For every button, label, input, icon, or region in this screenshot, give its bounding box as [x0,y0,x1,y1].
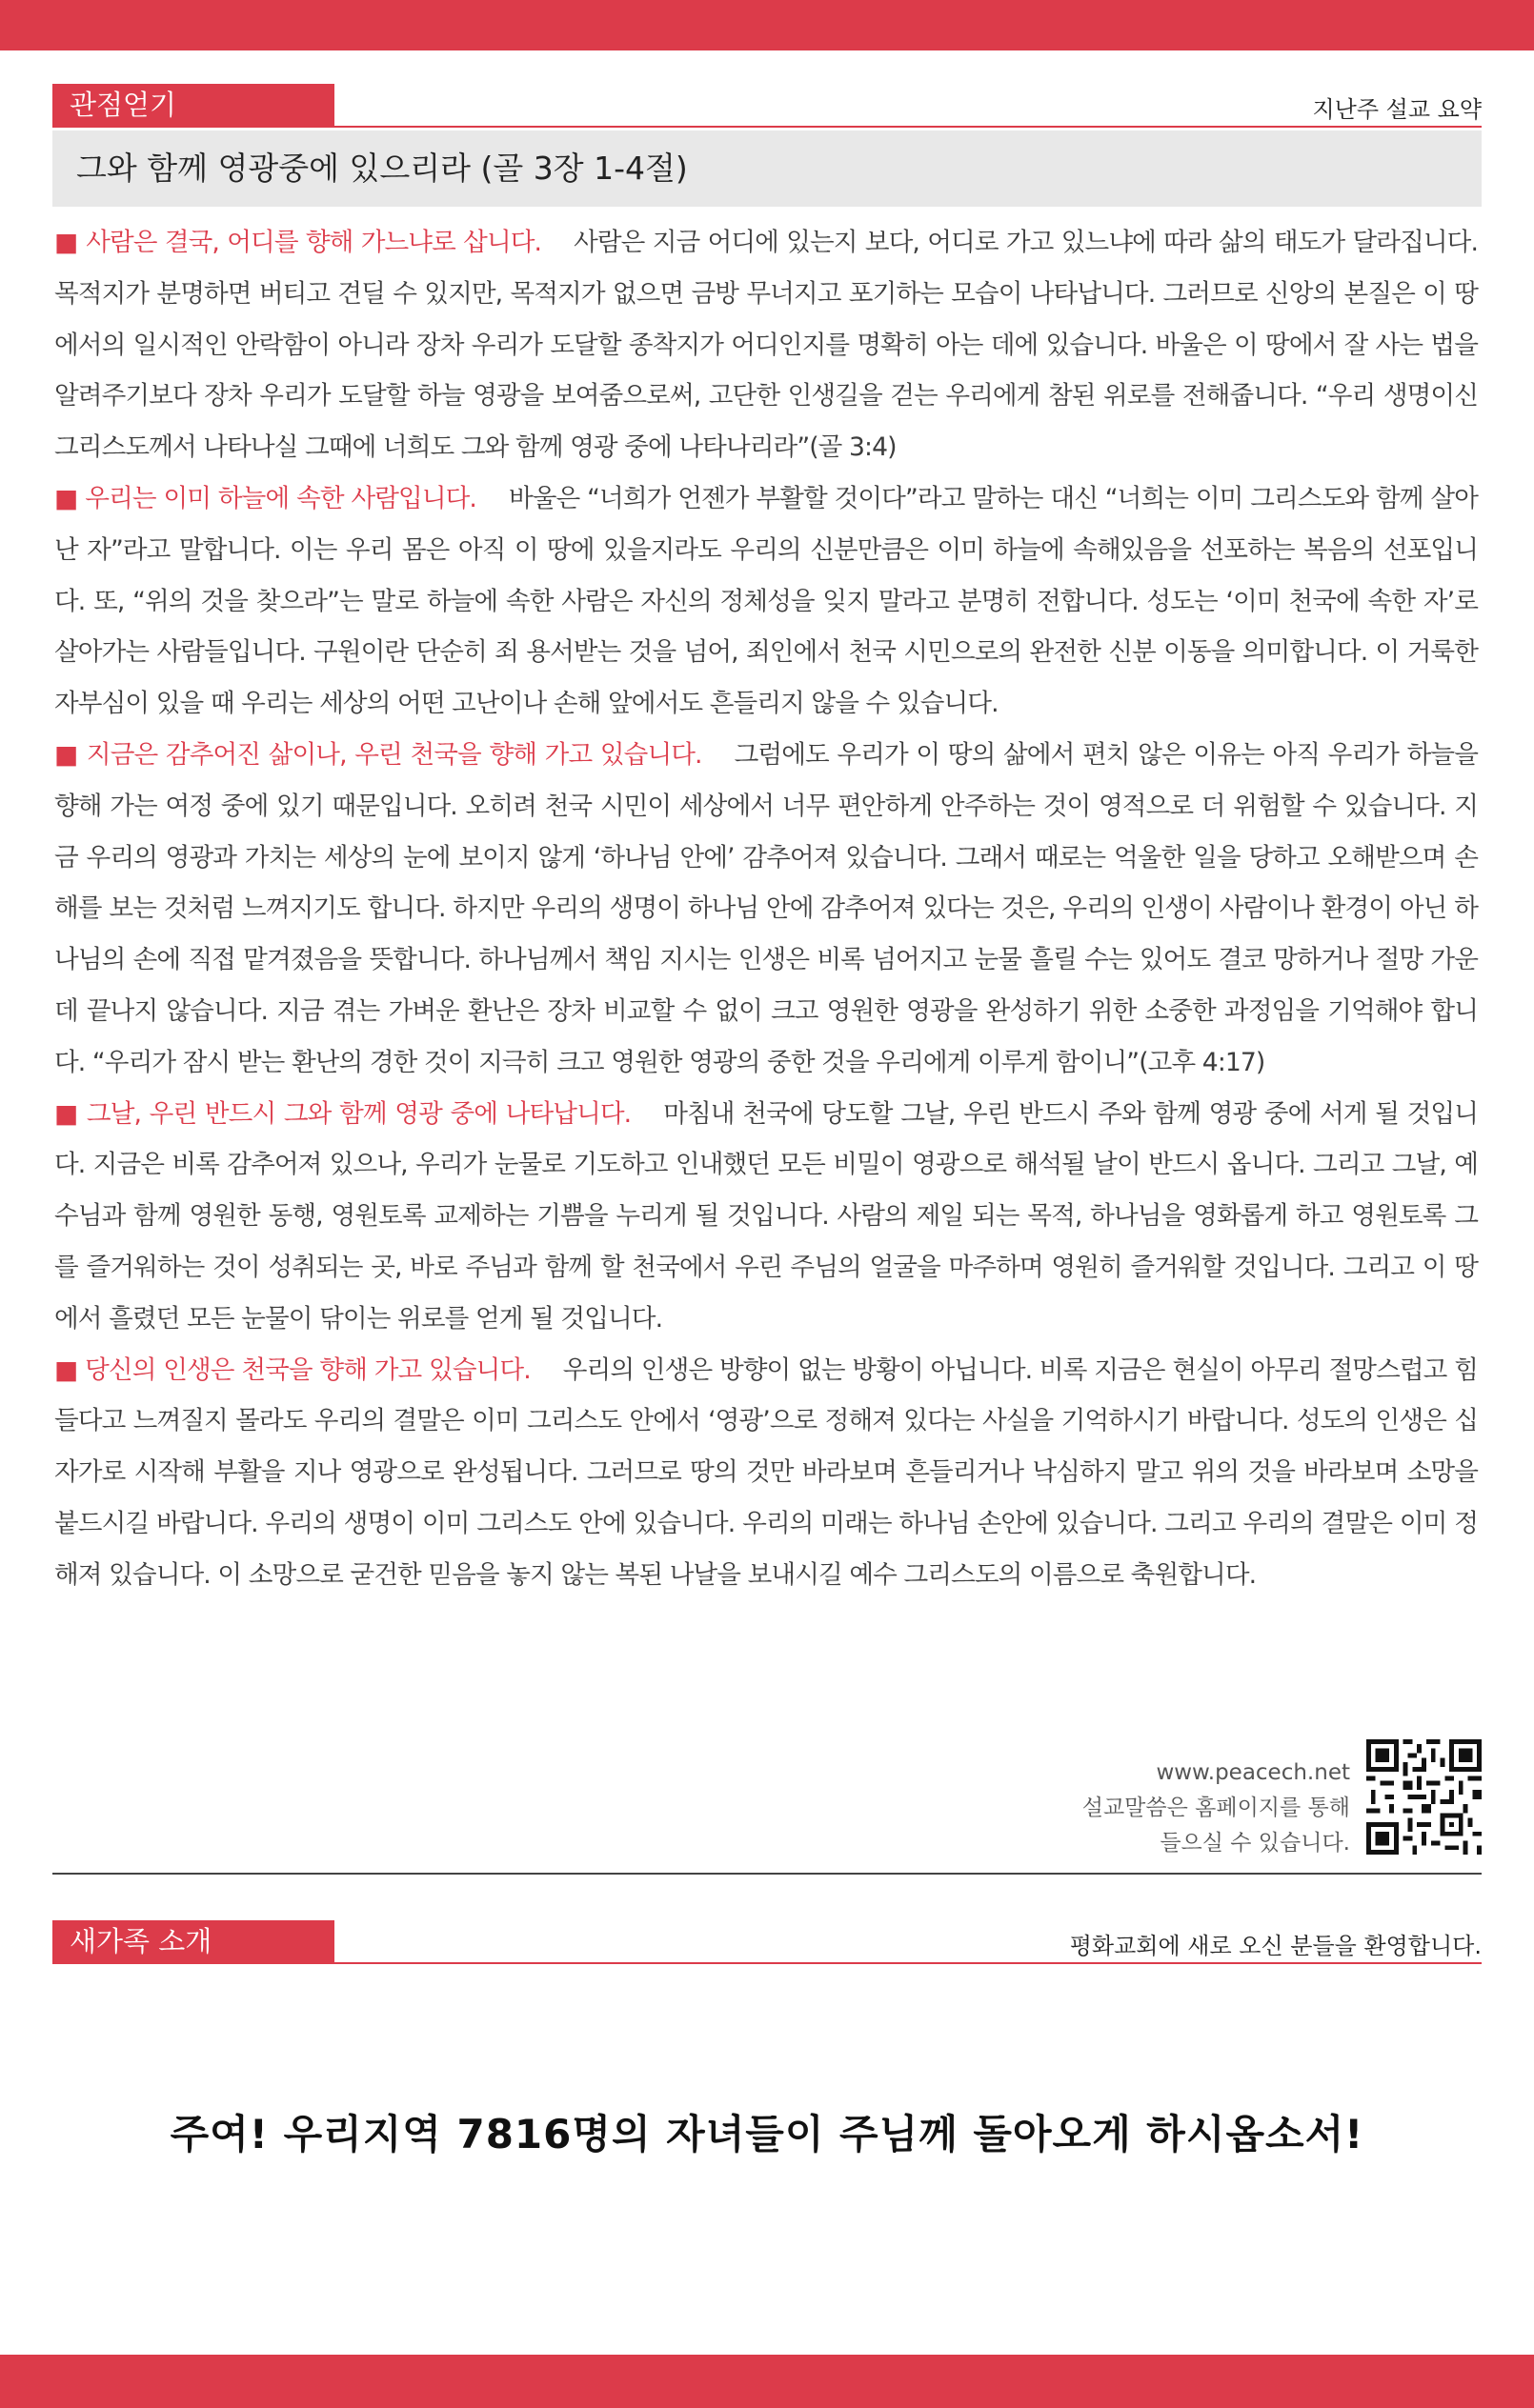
paragraph-heading: ■ 당신의 인생은 천국을 향해 가고 있습니다. [54,1354,531,1385]
summary-paragraph [54,473,1478,730]
summary-paragraph [54,1089,1478,1345]
paragraph-heading: ■ 우리는 이미 하늘에 속한 사람입니다. [54,483,476,513]
paragraph-body: 바울은 “너희가 언젠가 부활할 것이다”라고 말하는 대신 “너희는 이미 그리스도와 함께 살아난 자”라고 말합니다. 이는 우리 몸은 아직 이 땅에 있을지라도 우리의 신분만큼은 이미 하늘에 속해있음을 선포하는 복음의 선포입니다. 또, “위의 것을 찾으라”는 말로 하늘에 속한 사람은 자신의 정체성을 잊지 말라고 분명히 전합니다. 성도는 ‘이미 천국에 속한 자’로 살아가는 사람들입니다. 구원이란 단순히 죄 용서받는 것을 넘어, 죄인에서 천국 시민으로의 완전한 신분 이동을 의미합니다. 이 거룩한 자부심이 있을 때 우리는 세상의 어떤 고난이나 손해 앞에서도 흔들리지 않을 수 있습니다. [54,483,1478,719]
sermon-title: 그와 함께 영광중에 있으리라 (골 3장 1-4절) [76,150,688,187]
summary-paragraph [54,217,1478,473]
paragraph-heading: ■ 그날, 우린 반드시 그와 함께 영광 중에 나타납니다. [54,1098,632,1129]
paragraph-body: 우리의 인생은 방향이 없는 방황이 아닙니다. 비록 지금은 현실이 아무리 절망스럽고 힘들다고 느껴질지 몰라도 우리의 결말은 이미 그리스도 안에서 ‘영광’으로 정해져 있다는 사실을 기억하시기 바랍니다. 성도의 인생은 십자가로 시작해 부활을 지나 영광으로 완성됩니다. 그러므로 땅의 것만 바라보며 흔들리거나 낙심하지 말고 위의 것을 바라보며 소망을 붙드시길 바랍니다. 우리의 생명이 이미 그리스도 안에 있습니다. 우리의 미래는 하나님 손안에 있습니다. 그리고 우리의 결말은 이미 정해져 있습니다. 이 소망으로 굳건한 믿음을 놓지 않는 복된 나날을 보내시길 예수 그리스도의 이름으로 축원합니다. [54,1354,1478,1590]
section-right-label: 지난주 설교 요약 [1312,96,1482,123]
section-header-perspective [52,84,1482,128]
paragraph-body: 사람은 지금 어디에 있는지 보다, 어디로 가고 있느냐에 따라 삶의 태도가 달라집니다. 목적지가 분명하면 버티고 견딜 수 있지만, 목적지가 없으면 금방 무너지고 포기하는 모습이 나타납니다. 그러므로 신앙의 본질은 이 땅에서의 일시적인 안락함이 아니라 장차 우리가 도달할 종착지가 어디인지를 명확히 아는 데에 있습니다. 바울은 이 땅에서 잘 사는 법을 알려주기보다 장차 우리가 도달할 하늘 영광을 보여줌으로써, 고단한 인생길을 걷는 우리에게 참된 위로를 전해줍니다. “우리 생명이신 그리스도께서 나타나실 그때에 너희도 그와 함께 영광 중에 나타나리라”(골 3:4) [54,228,1478,463]
paragraph-heading: ■ 사람은 결국, 어디를 향해 가느냐로 삽니다. [54,228,542,257]
section-tag: 관점얻기 [52,84,334,126]
homepage-note-line2: 들으실 수 있습니다. [1160,1831,1350,1856]
prayer-slogan: 주여! 우리지역 7816명의 자녀들이 주님께 돌아오게 하시옵소서! [170,2111,1364,2157]
summary-paragraph [54,730,1478,1089]
homepage-note [1082,1756,1350,1861]
homepage-url[interactable]: www.peacech.net [1156,1760,1350,1785]
section-right-label: 평화교회에 새로 오신 분들을 환영합니다. [1069,1933,1482,1959]
sermon-summary [54,217,1478,1601]
paragraph-body: 마침내 천국에 당도할 그날, 우린 반드시 주와 함께 영광 중에 서게 될 것입니다. 지금은 비록 감추어져 있으나, 우리가 눈물로 기도하고 인내했던 모든 비밀이 영광으로 해석될 날이 반드시 옵니다. 그리고 그날, 예수님과 함께 영원한 동행, 영원토록 교제하는 기쁨을 누리게 될 것입니다. 사람의 제일 되는 목적, 하나님을 영화롭게 하고 영원토록 그를 즐거워하는 것이 성취되는 곳, 바로 주님과 함께 할 천국에서 우린 주님의 얼굴을 마주하며 영원히 즐거워할 것입니다. 그리고 이 땅에서 흘렸던 모든 눈물이 닦이는 위로를 얻게 될 것입니다. [54,1098,1478,1334]
section-tag: 새가족 소개 [52,1920,334,1962]
paragraph-body: 그럼에도 우리가 이 땅의 삶에서 편치 않은 이유는 아직 우리가 하늘을 향해 가는 여정 중에 있기 때문입니다. 오히려 천국 시민이 세상에서 너무 편안하게 안주하는 것이 영적으로 더 위험할 수 있습니다. 지금 우리의 영광과 가치는 세상의 눈에 보이지 않게 ‘하나님 안에’ 감추어져 있습니다. 그래서 때로는 억울한 일을 당하고 오해받으며 손해를 보는 것처럼 느껴지기도 합니다. 하지만 우리의 생명이 하나님 안에 감추어져 있다는 것은, 우리의 인생이 사람이나 환경이 아닌 하나님의 손에 직접 맡겨졌음을 뜻합니다. 하나님께서 책임 지시는 인생은 비록 넘어지고 눈물 흘릴 수는 있어도 결코 망하거나 절망 가운데 끝나지 않습니다. 지금 겪는 가벼운 환난은 장차 비교할 수 없이 크고 영원한 영광을 완성하기 위한 소중한 과정임을 기억해야 합니다. “우리가 잠시 받는 환난의 경한 것이 지극히 크고 영원한 영광의 중한 것을 우리에게 이루게 함이니”(고후 4:17) [54,739,1479,1077]
bottom-color-band [0,2355,1534,2408]
homepage-note-line1: 설교말씀은 홈페이지를 통해 [1081,1796,1350,1820]
paragraph-heading: ■ 지금은 감추어진 삶이나, 우린 천국을 향해 가고 있습니다. [54,739,702,770]
sermon-title-bar [52,130,1482,207]
section-header-new-family [52,1920,1482,1964]
qr-code-icon[interactable] [1366,1739,1482,1855]
section-divider [52,1873,1482,1875]
summary-paragraph [54,1345,1478,1601]
top-color-band [0,0,1534,50]
